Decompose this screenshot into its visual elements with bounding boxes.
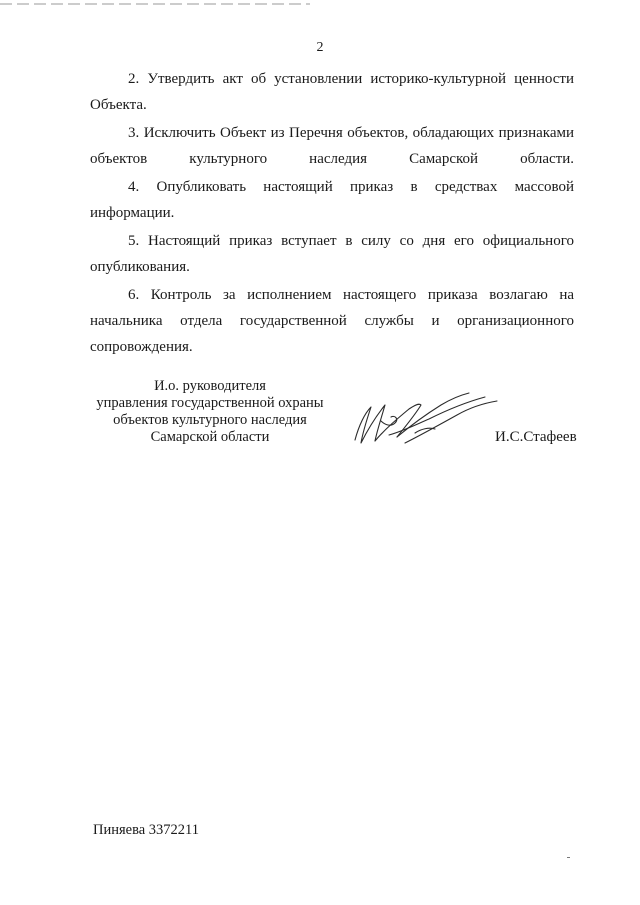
position-line: Самарской области bbox=[150, 429, 270, 445]
signer-name: И.С.Стафеев bbox=[495, 429, 577, 445]
scan-speck bbox=[567, 857, 570, 858]
handwritten-signature bbox=[345, 385, 505, 455]
signatory-position bbox=[80, 378, 340, 446]
order-item: 6. Контроль за исполнением настоящего приказа возлагаю на начальника отдела государственной службы и организационного сопровождения. bbox=[90, 287, 574, 355]
position-line: объектов культурного наследия bbox=[113, 412, 307, 428]
order-item: 4. Опубликовать настоящий приказ в средствах массовой информации. bbox=[90, 179, 574, 221]
page-number: 2 bbox=[316, 40, 324, 55]
order-item: 5. Настоящий приказ вступает в силу со дня его официального опубликования. bbox=[90, 233, 574, 275]
order-item: 3. Исключить Объект из Перечня объектов, обладающих признаками объектов культурного наследия Самарской области. bbox=[90, 125, 574, 167]
scan-edge-artifact bbox=[0, 0, 320, 8]
order-item: 2. Утвердить акт об установлении историко-культурной ценности Объекта. bbox=[90, 71, 574, 113]
position-line: управления государственной охраны bbox=[96, 395, 324, 411]
executor-contact: Пиняева 3372211 bbox=[93, 822, 200, 838]
position-line: И.о. руководителя bbox=[154, 378, 266, 394]
order-items bbox=[90, 66, 574, 362]
